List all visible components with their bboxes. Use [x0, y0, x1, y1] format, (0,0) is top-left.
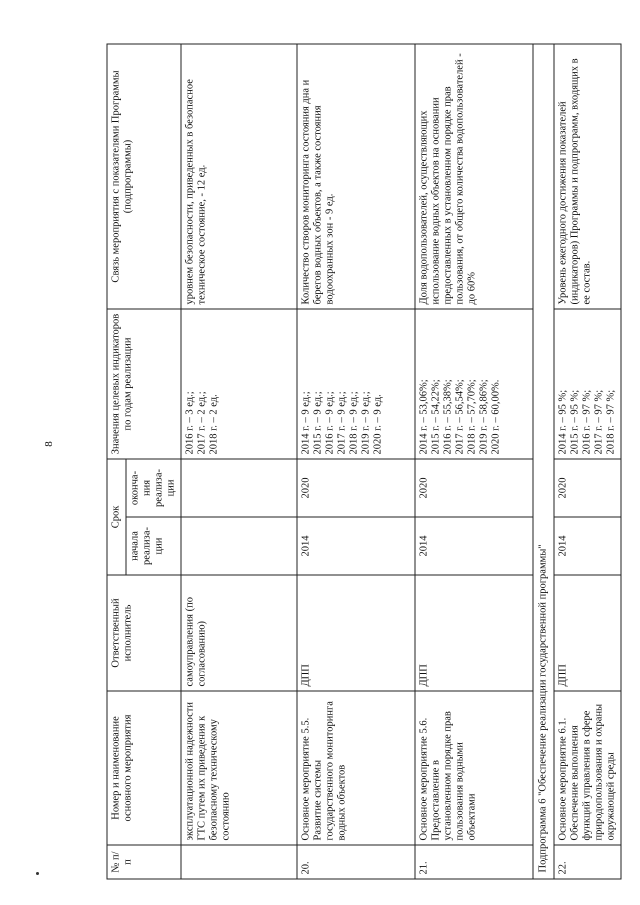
value-line: 2016 г. – 97 %;	[581, 389, 593, 455]
header-responsible: Ответственный исполнитель	[107, 575, 181, 691]
header-name: Номер и наименование основного мероприятия	[107, 691, 181, 845]
value-line: 2020 г. – 9 ед.	[372, 394, 384, 455]
row-start: 2014	[554, 517, 621, 575]
scan-speck	[36, 872, 39, 875]
row-end	[181, 459, 297, 517]
row-num	[181, 845, 297, 879]
value-line: 2014 г. – 9 ед.;	[300, 391, 312, 455]
header-end: оконча-ния реализа-ции	[126, 459, 181, 517]
row-responsible: ДПП	[415, 575, 533, 691]
rotated-table-container	[107, 45, 617, 880]
row-num: 21.	[415, 845, 533, 879]
value-line: 2017 г. – 97 %;	[593, 389, 605, 455]
row-values	[415, 309, 533, 459]
row-responsible: ДПП	[554, 575, 621, 691]
header-row	[107, 44, 126, 879]
table-row	[181, 44, 297, 879]
value-line: 2019 г. – 9 ед.;	[360, 391, 372, 455]
row-num: 22.	[554, 845, 621, 879]
row-responsible: ДПП	[297, 575, 415, 691]
value-line: 2018 г. – 2 ед.	[208, 394, 220, 455]
table-row	[415, 44, 533, 879]
value-line: 2016 г. – 3 ед.;	[184, 391, 196, 455]
value-line: 2017 г. – 9 ед.;	[336, 391, 348, 455]
table-row	[554, 44, 621, 879]
row-link: Уровень ежегодного достижения показателей (индикаторов) Программы и подпрограмм, входящих в ее состав.	[554, 44, 621, 309]
row-values	[297, 309, 415, 459]
row-link: Доля водопользователей, осуществляющих использование водных объектов на основании предоставленных в установленном порядке прав пользования, от общего количества водопользователей - до 60%	[415, 44, 533, 309]
row-end: 2020	[554, 459, 621, 517]
row-responsible: самоуправления (по согласованию)	[181, 575, 297, 691]
value-line: 2019 г. – 58,86%;	[478, 379, 490, 455]
row-num: 20.	[297, 845, 415, 879]
row-name: эксплуатационной надежности ГТС путем их приведения к безопасному техническому состоянию	[181, 691, 297, 845]
table-row	[297, 44, 415, 879]
value-line: 2016 г. – 55,38%;	[442, 379, 454, 455]
value-line: 2015 г. – 9 ед.;	[312, 391, 324, 455]
section-title: Подпрограмма 6 "Обеспечение реализации государственной программы"	[533, 44, 554, 879]
value-line: 2018 г. – 97 %;	[605, 389, 617, 455]
row-end: 2020	[415, 459, 533, 517]
header-start: начала реализа-ции	[126, 517, 181, 575]
row-start	[181, 517, 297, 575]
value-line: 2017 г. – 2 ед.;	[196, 391, 208, 455]
section-row	[533, 44, 554, 879]
row-link: Количество створов мониторинга состояния дна и берегов водных объектов, а также состояния водоохранных зон - 9 ед.	[297, 44, 415, 309]
row-end: 2020	[297, 459, 415, 517]
value-line: 2016 г. – 9 ед.;	[324, 391, 336, 455]
value-line: 2018 г. – 57,70%;	[466, 379, 478, 455]
header-num: № п/п	[107, 845, 181, 879]
value-line: 2017 г. – 56,54%;	[454, 379, 466, 455]
row-name: Основное мероприятие 5.5. Развитие системы государственного мониторинга водных объектов	[297, 691, 415, 845]
value-line: 2014 г. – 95 %;	[557, 389, 569, 455]
row-link: уровнем безопасности, приведенных в безопасное техническое состояние, - 12 ед.	[181, 44, 297, 309]
value-line: 2020 г. – 60,00%.	[490, 379, 502, 455]
header-term: Срок	[107, 459, 126, 575]
value-line: 2015 г. – 95 %;	[569, 389, 581, 455]
header-link: Связь мероприятия с показателями Программы (подпрограммы)	[107, 44, 181, 309]
row-values	[181, 309, 297, 459]
value-line: 2015 г. – 54,22%;	[430, 379, 442, 455]
row-name: Основное мероприятие 5.6. Предоставление в установленном порядке прав пользования водными объектами	[415, 691, 533, 845]
header-values: Значения целевых индикаторов по годам реализации	[107, 309, 181, 459]
measures-table	[107, 43, 622, 879]
row-start: 2014	[297, 517, 415, 575]
row-start: 2014	[415, 517, 533, 575]
row-name: Основное мероприятие 6.1. Обеспечение выполнения функций управления в сфере природопользования и охраны окружающей среды	[554, 691, 621, 845]
page-number: 8	[42, 441, 55, 447]
value-line: 2018 г. – 9 ед.;	[348, 391, 360, 455]
value-line: 2014 г. – 53,06%;	[418, 379, 430, 455]
row-values	[554, 309, 621, 459]
